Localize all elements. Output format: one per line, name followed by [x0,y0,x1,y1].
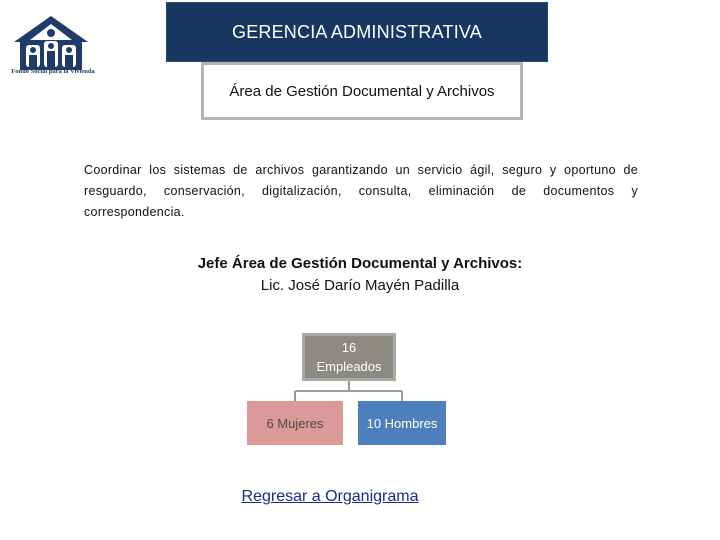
chief-name: Lic. José Darío Mayén Padilla [260,277,460,294]
men-label: 10 Hombres [366,415,438,431]
return-to-org-chart-link[interactable]: Regresar a Organigrama [241,488,419,505]
area-title: Área de Gestión Documental y Archivos [229,82,495,100]
women-box [247,401,343,445]
men-box [358,401,446,445]
total-employees-box [302,333,396,381]
page-title: GERENCIA ADMINISTRATIVA [232,21,482,42]
chief-title: Jefe Área de Gestión Documental y Archivos: [197,255,523,272]
logo-caption: Fondo Social para la Vivienda [11,68,95,75]
area-title-box [201,62,523,120]
area-description: Coordinar los sistemas de archivos garantizando un servicio ágil, seguro y oportuno de resguardo, conservación, digitalización, consulta, eliminación de documentos y correspondencia. [84,163,638,219]
women-label: 6 Mujeres [266,415,324,431]
total-employees-count: 16 [341,340,357,355]
page-title-banner [166,2,548,62]
total-employees-label: Empleados [316,359,382,374]
